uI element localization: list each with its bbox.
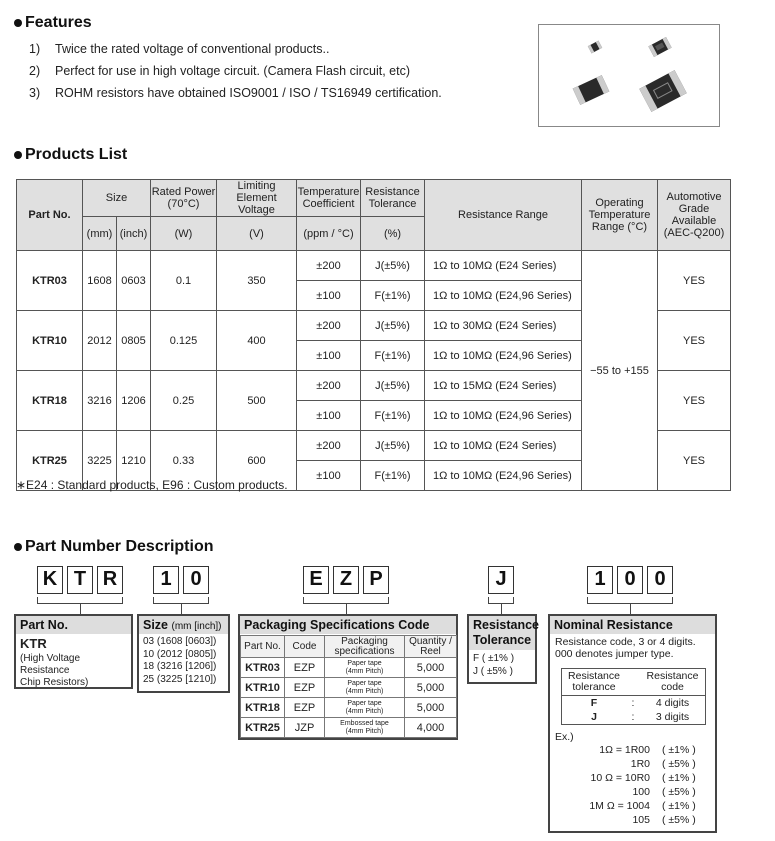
- products-footnote: ∗E24 : Standard products, E96 : Custom products.: [16, 478, 288, 492]
- connector-line: [181, 604, 182, 614]
- part-no-title: Part No.: [16, 616, 131, 634]
- range-cell: 1Ω to 10MΩ (E24,96 Series): [425, 401, 582, 431]
- temp-coeff-cell: ±100: [297, 401, 361, 431]
- bracket: [37, 597, 123, 604]
- bullet-icon: [14, 19, 22, 27]
- rated-power-cell: 0.25: [151, 371, 217, 431]
- size-inch-cell: 0805: [117, 311, 151, 371]
- header-range: Resistance Range: [425, 180, 582, 251]
- temp-coeff-cell: ±100: [297, 341, 361, 371]
- limiting-voltage-cell: 350: [217, 251, 297, 311]
- header-inch: (inch): [117, 217, 151, 251]
- list-item: J ( ±5% ): [473, 666, 513, 677]
- nominal-desc: Resistance code, 3 or 4 digits. 000 denotes jumper type.: [555, 636, 696, 660]
- temp-coeff-cell: ±100: [297, 461, 361, 491]
- header-rated-power: Rated Power (70°C): [151, 180, 217, 217]
- packaging-title: Packaging Specifications Code: [240, 616, 456, 634]
- table-row: [17, 251, 731, 281]
- rated-power-cell: 0.125: [151, 311, 217, 371]
- code-char-box: T: [67, 566, 93, 594]
- part-number-cell: KTR10: [17, 311, 83, 371]
- feature-item: 1) Twice the rated voltage of conventional products..: [29, 42, 330, 56]
- code-char-box: 1: [153, 566, 179, 594]
- list-item: 10 (2012 [0805]): [143, 648, 217, 660]
- automotive-cell: YES: [658, 371, 731, 431]
- range-cell: 1Ω to 10MΩ (E24,96 Series): [425, 341, 582, 371]
- bracket: [153, 597, 209, 604]
- limiting-voltage-cell: 600: [217, 431, 297, 491]
- size-mm-cell: 2012: [83, 311, 117, 371]
- pk-header-spec: Packaging specifications: [325, 636, 405, 658]
- header-part-no: Part No.: [17, 180, 83, 251]
- table-row: KTR25 JZP Embossed tape (4mm Pitch) 4,000: [241, 718, 457, 738]
- nominal-title: Nominal Resistance: [550, 616, 715, 634]
- products-list-heading: Products List: [14, 146, 127, 164]
- connector-line: [80, 604, 81, 614]
- list-item: 1Ω = 1R00 ( ±1% ): [599, 744, 696, 756]
- products-table: [16, 179, 731, 491]
- header-limiting-voltage-unit: (V): [217, 217, 297, 251]
- header-temp-coeff-unit: (ppm / °C): [297, 217, 361, 251]
- tolerance-cell: F(±1%): [361, 461, 425, 491]
- header-size: Size: [83, 180, 151, 217]
- size-inch-cell: 1210: [117, 431, 151, 491]
- part-number-cell: KTR25: [17, 431, 83, 491]
- header-tolerance-unit: (%): [361, 217, 425, 251]
- code-char-box: E: [303, 566, 329, 594]
- tolerance-title: Resistance Tolerance: [469, 616, 535, 650]
- size-inch-cell: 0603: [117, 251, 151, 311]
- tolerance-cell: F(±1%): [361, 401, 425, 431]
- nominal-resistance-box: [548, 614, 717, 833]
- size-mm-cell: 1608: [83, 251, 117, 311]
- list-item: 18 (3216 [1206]): [143, 661, 217, 672]
- packaging-box: [238, 614, 458, 740]
- tolerance-cell: J(±5%): [361, 311, 425, 341]
- range-cell: 1Ω to 10MΩ (E24 Series): [425, 251, 582, 281]
- rated-power-cell: 0.33: [151, 431, 217, 491]
- header-limiting-voltage: Limiting Element Voltage: [217, 180, 297, 217]
- tolerance-cell: J(±5%): [361, 431, 425, 461]
- feature-item: 2) Perfect for use in high voltage circuit. (Camera Flash circuit, etc): [29, 64, 410, 78]
- examples-label: Ex.): [555, 731, 574, 743]
- header-temp-coeff: Temperature Coefficient: [297, 180, 361, 217]
- list-item: 25 (3225 [1210]): [143, 673, 217, 685]
- range-cell: 1Ω to 30MΩ (E24 Series): [425, 311, 582, 341]
- bracket: [587, 597, 673, 604]
- tolerance-cell: F(±1%): [361, 341, 425, 371]
- part-no-name: KTR: [20, 636, 47, 651]
- size-list: [139, 634, 228, 688]
- automotive-cell: YES: [658, 431, 731, 491]
- list-item: 10 Ω = 10R0 ( ±1% ): [590, 772, 696, 784]
- code-char-box: 0: [183, 566, 209, 594]
- size-mm-cell: 3216: [83, 371, 117, 431]
- code-char-box: R: [97, 566, 123, 594]
- list-item: 1M Ω = 1004 ( ±1% ): [589, 800, 696, 812]
- automotive-cell: YES: [658, 311, 731, 371]
- temp-coeff-cell: ±200: [297, 311, 361, 341]
- list-item: 03 (1608 [0603]): [143, 636, 217, 647]
- size-mm-cell: 3225: [83, 431, 117, 491]
- automotive-cell: YES: [658, 251, 731, 311]
- range-cell: 1Ω to 10MΩ (E24,96 Series): [425, 281, 582, 311]
- tol-header: Resistance tolerance: [562, 669, 626, 696]
- list-item: F ( ±1% ): [473, 653, 515, 664]
- range-cell: 1Ω to 10MΩ (E24 Series): [425, 431, 582, 461]
- table-row: KTR10 EZP Paper tape (4mm Pitch) 5,000: [241, 678, 457, 698]
- part-number-cell: KTR03: [17, 251, 83, 311]
- code-char-box: 0: [617, 566, 643, 594]
- size-title: Size (mm [inch]): [139, 616, 228, 634]
- header-rated-power-unit: (W): [151, 217, 217, 251]
- rated-power-cell: 0.1: [151, 251, 217, 311]
- temp-coeff-cell: ±200: [297, 251, 361, 281]
- tolerance-cell: J(±5%): [361, 371, 425, 401]
- tolerance-box: [467, 614, 540, 684]
- tolerance-cell: J(±5%): [361, 251, 425, 281]
- table-row: KTR18 EZP Paper tape (4mm Pitch) 5,000: [241, 698, 457, 718]
- feature-item: 3) ROHM resistors have obtained ISO9001 / ISO / TS16949 certification.: [29, 86, 442, 100]
- limiting-voltage-cell: 400: [217, 311, 297, 371]
- list-item: 105 ( ±5% ): [632, 814, 696, 826]
- product-image: [538, 24, 720, 127]
- features-heading: Features: [14, 14, 92, 32]
- pk-header-code: Code: [285, 636, 325, 658]
- header-automotive: Automotive Grade Available (AEC-Q200): [658, 180, 731, 251]
- header-tolerance: Resistance Tolerance: [361, 180, 425, 217]
- table-row: KTR03 EZP Paper tape (4mm Pitch) 5,000: [241, 658, 457, 678]
- range-cell: 1Ω to 10MΩ (E24,96 Series): [425, 461, 582, 491]
- tolerance-code-table: [562, 669, 705, 724]
- size-box: [137, 614, 230, 693]
- limiting-voltage-cell: 500: [217, 371, 297, 431]
- temp-coeff-cell: ±100: [297, 281, 361, 311]
- tolerance-list: [469, 650, 535, 680]
- code-char-box: 1: [587, 566, 613, 594]
- connector-line: [346, 604, 347, 614]
- temp-coeff-cell: ±200: [297, 371, 361, 401]
- connector-line: [501, 604, 502, 614]
- part-number-description-heading: Part Number Description: [14, 538, 213, 556]
- code-char-box: Z: [333, 566, 359, 594]
- size-inch-cell: 1206: [117, 371, 151, 431]
- code-char-box: J: [488, 566, 514, 594]
- bullet-icon: [14, 151, 22, 159]
- code-char-box: K: [37, 566, 63, 594]
- packaging-table: [240, 635, 457, 738]
- header-mm: (mm): [83, 217, 117, 251]
- part-number-cell: KTR18: [17, 371, 83, 431]
- bracket: [488, 597, 514, 604]
- examples-list: [550, 743, 715, 827]
- bullet-icon: [14, 543, 22, 551]
- pk-header-part: Part No.: [241, 636, 285, 658]
- code-header: Resistance code: [640, 669, 705, 696]
- code-char-box: 0: [647, 566, 673, 594]
- part-no-desc: (High Voltage Resistance Chip Resistors): [20, 653, 89, 688]
- pk-header-qty: Quantity / Reel: [405, 636, 457, 658]
- range-cell: 1Ω to 15MΩ (E24 Series): [425, 371, 582, 401]
- operating-temp-cell: −55 to +155: [582, 251, 658, 491]
- bracket: [303, 597, 389, 604]
- list-item: 100 ( ±5% ): [632, 786, 696, 798]
- temp-coeff-cell: ±200: [297, 431, 361, 461]
- list-item: 1R0 ( ±5% ): [630, 758, 696, 770]
- tolerance-cell: F(±1%): [361, 281, 425, 311]
- table-row: F : 4 digits: [590, 697, 690, 709]
- table-row: J : 3 digits: [591, 711, 690, 723]
- code-char-box: P: [363, 566, 389, 594]
- connector-line: [630, 604, 631, 614]
- header-operating-temp: Operating Temperature Range (°C): [582, 180, 658, 251]
- tolerance-code-table-wrap: [561, 668, 706, 725]
- part-no-box: [14, 614, 133, 689]
- chip-resistors-icon: [539, 25, 719, 126]
